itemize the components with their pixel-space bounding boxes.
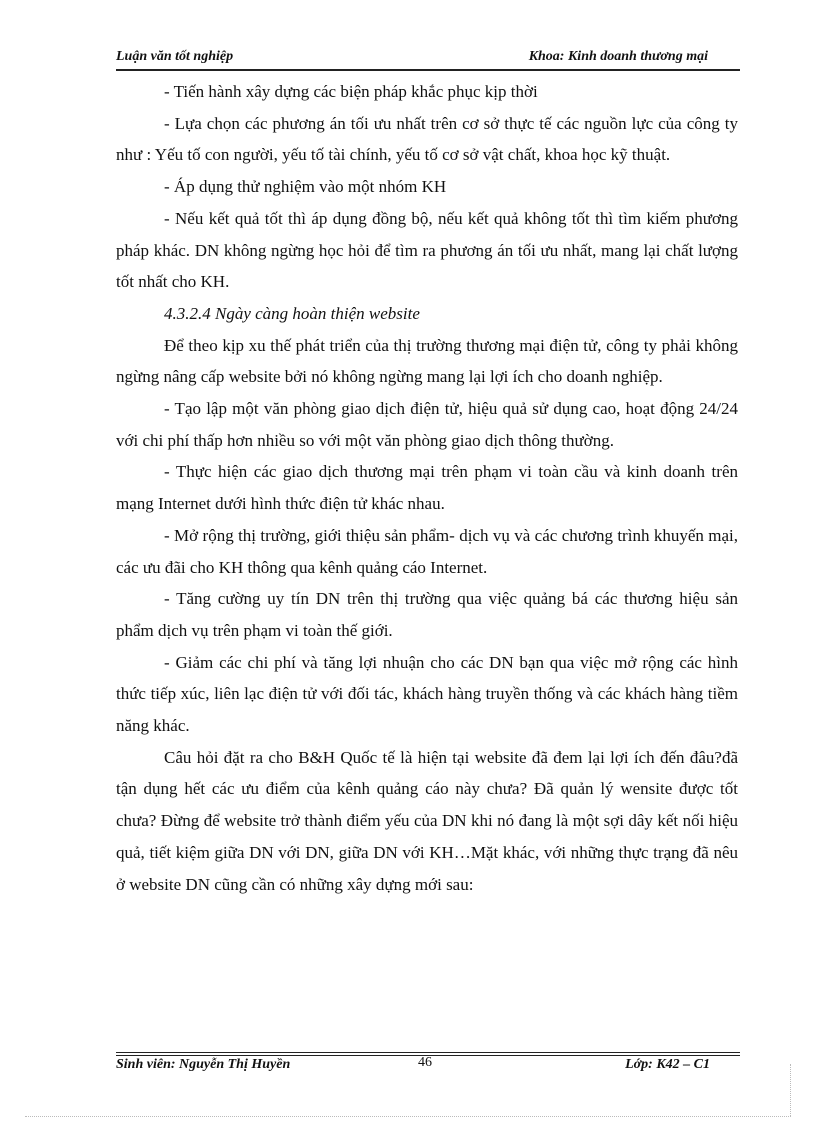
- body-paragraph: Câu hỏi đặt ra cho B&H Quốc tế là hiện tại website đã đem lại lợi ích đến đâu?đã tận dụng hết các ưu điểm của kênh quảng cáo này chưa? Đã quản lý wensite được tốt chưa? Đừng để website trở thành điểm yếu của DN khi nó đang là một sợi dây kết nối hiệu quả, tiết kiệm giữa DN với DN, giữa DN với KH…Mặt khác, với những thực trạng đã nêu ở website DN cũng cần có những xây dựng mới sau:: [116, 747, 738, 894]
- bullet-paragraph: - Tăng cường uy tín DN trên thị trường qua việc quảng bá các thương hiệu sản phẩm dịch vụ trên phạm vi toàn thế giới.: [116, 589, 738, 640]
- bullet-paragraph: - Tiến hành xây dựng các biện pháp khắc phục kịp thời: [164, 82, 538, 101]
- document-body: [116, 76, 738, 900]
- section-heading: 4.3.2.4 Ngày càng hoàn thiện website: [164, 303, 420, 323]
- body-paragraph: Để theo kịp xu thế phát triển của thị trường thương mại điện tử, công ty phải không ngừng nâng cấp website bởi nó không ngừng mang lại lợi ích cho doanh nghiệp.: [116, 335, 738, 387]
- header-faculty-label: Khoa: Kinh doanh thương mại: [528, 49, 708, 64]
- bullet-paragraph: - Mở rộng thị trường, giới thiệu sản phẩm- dịch vụ và các chương trình khuyến mại, các ưu đãi cho KH thông qua kênh quảng cáo Internet.: [116, 525, 738, 577]
- header-thesis-label: Luận văn tốt nghiệp: [116, 49, 234, 64]
- bullet-paragraph: - Thực hiện các giao dịch thương mại trên phạm vi toàn cầu và kinh doanh trên mạng Internet dưới hình thức điện tử khác nhau.: [116, 462, 738, 514]
- page-border-dots: [25, 1116, 791, 1117]
- bullet-paragraph: - Áp dụng thử nghiệm vào một nhóm KH: [164, 177, 447, 197]
- bullet-paragraph: - Lựa chọn các phương án tối ưu nhất trên cơ sở thực tế các nguồn lực của công ty như : Yếu tố con người, yếu tố tài chính, yếu tố cơ sở vật chất, khoa học kỹ thuật.: [116, 113, 738, 165]
- page-header: [116, 49, 738, 69]
- page-footer: [116, 1057, 740, 1079]
- page-border-dots: [790, 1064, 791, 1116]
- page-number: 46: [418, 1055, 432, 1070]
- footer-student-label: Sinh viên: Nguyễn Thị Huyền: [116, 1057, 291, 1072]
- bullet-paragraph: - Tạo lập một văn phòng giao dịch điện tử, hiệu quả sử dụng cao, hoạt động 24/24 với chi phí thấp hơn nhiều so với một văn phòng giao dịch thông thường.: [116, 399, 738, 450]
- footer-rule: [116, 1052, 740, 1053]
- bullet-paragraph: - Nếu kết quả tốt thì áp dụng đồng bộ, nếu kết quả không tốt thì tìm kiếm phương pháp khác. DN không ngừng học hỏi để tìm ra phương án tối ưu nhất, mang lại chất lượng tốt nhất cho KH.: [116, 208, 738, 292]
- footer-class-label: Lớp: K42 – C1: [625, 1057, 710, 1072]
- header-rule: [116, 69, 740, 71]
- bullet-paragraph: - Giảm các chi phí và tăng lợi nhuận cho các DN bạn qua việc mở rộng các hình thức tiếp xúc, liên lạc điện tử với đối tác, khách hàng truyền thống và các khách hàng tiềm năng khác.: [116, 652, 738, 736]
